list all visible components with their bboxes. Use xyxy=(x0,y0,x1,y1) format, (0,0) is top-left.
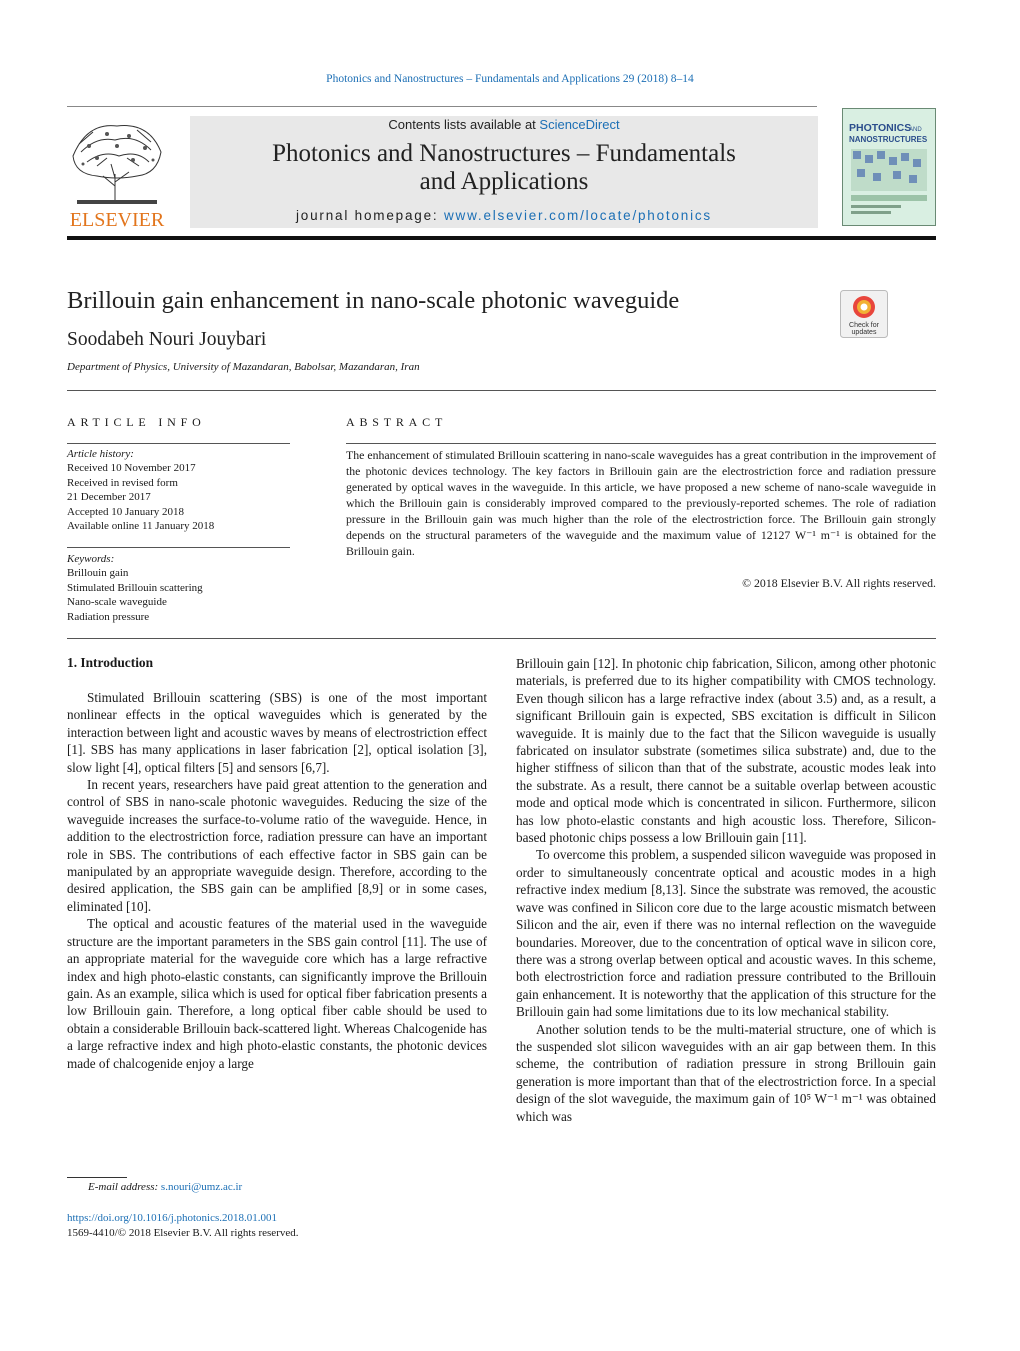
author-name: Soodabeh Nouri Jouybari xyxy=(67,329,267,350)
article-info-divider xyxy=(67,443,290,444)
footnote-divider xyxy=(67,1177,127,1178)
paragraph: Stimulated Brillouin scattering (SBS) is one of the most important nonlinear effects in the optical waveguides which is generated by the interaction between light and acoustic waves by means of electrostriction effect [1]. SBS has many applications in laser fabrication [2], optical isolation [3], slow light [4], optical filters [5] and sensors [6,7]. xyxy=(67,690,487,775)
cover-title-and: AND xyxy=(909,127,922,133)
article-title: Brillouin gain enhancement in nano-scale photonic waveguide xyxy=(67,287,680,314)
abstract-divider xyxy=(346,443,936,444)
title-divider xyxy=(67,390,936,391)
paragraph: To overcome this problem, a suspended silicon waveguide was proposed in order to simultaneously concentrate optical and acoustic modes in a high refractive index medium [8,13]. Since the substrate was removed, the acoustic wave was confined in Silicon core due to the large acoustic mismatch between Silicon and the air, even if there was no internal reflection on the waveguide boundaries. Moreover, due to the concentration of optical wave in silicon core, there was a strong overlap between optical and acoustic waves. In this scheme, both electrostriction force and radiation pressure contributed to the Brillouin gain enhancement. It is noteworthy that the application of this structure for the Brillouin gain had some limitations due to its low mechanical stability. xyxy=(516,847,936,1020)
history-item: Received 10 November 2017 xyxy=(67,462,196,475)
crossmark-text-1: Check for xyxy=(849,322,879,329)
keywords xyxy=(67,552,203,624)
affiliation: Department of Physics, University of Mazandaran, Babolsar, Mazandaran, Iran xyxy=(67,361,420,373)
paragraph: In recent years, researchers have paid great attention to the generation and control of SBS in nano-scale photonic waveguides. Reducing the size of the waveguide increases the surface-to-volume ratio of the waveguide. Hence, in addition to the electrostriction force, radiation pressure can have an important role in SBS. The contributions of each effective factor in SBS gain can be manipulated by an appropriate waveguide design. Therefore, according to the desired application, the SBS gain can be amplified [8,9] or in some cases, eliminated [10]. xyxy=(67,777,487,914)
cover-title-2: NANOSTRUCTURES xyxy=(849,135,928,144)
body-column-left xyxy=(67,689,487,1072)
doi-link[interactable]: https://doi.org/10.1016/j.photonics.2018.01.001 xyxy=(67,1212,278,1224)
history-item: Received in revised form xyxy=(67,476,178,489)
article-history xyxy=(67,447,214,533)
journal-title-line-2: and Applications xyxy=(419,168,589,195)
journal-cover-thumbnail[interactable] xyxy=(842,108,936,226)
paragraph: Another solution tends to be the multi-material structure, one of which is the suspended slot silicon waveguides with an air gap between them. In this scheme, the contribution of radiation pressure in strong Brillouin gain generation is more important than that of the electrostriction force. In a special design of the slot waveguide, the maximum gain of 10⁵ W⁻¹ m⁻¹ was obtained which was xyxy=(516,1021,936,1124)
crossmark-badge[interactable] xyxy=(840,290,888,338)
crossmark-text-2: updates xyxy=(851,329,877,336)
keyword-item: Brillouin gain xyxy=(67,567,129,580)
article-info-heading: ARTICLE INFO xyxy=(67,415,206,429)
journal-title-line-1: Photonics and Nanostructures – Fundamentals xyxy=(272,140,736,167)
abstract-text: The enhancement of stimulated Brillouin scattering in nano-scale waveguides has a great contribution in the improvement of the photonic devices technology. The key factors in Brillouin gain are the electrostriction force and radiation pressure generated by optical waves in the waveguide. In this article, we have proposed a new scheme of nano-scale waveguide in which the Brillouin gain is considerably improved compared to the previously-reported schemes. The role of radiation pressure in the Brillouin gain was much higher than the role of the electrostriction force. The Brillouin gain strongly depends on the structural parameters of the waveguide and the maximum value of 12127 W⁻¹ m⁻¹ is obtained for the Brillouin gain. xyxy=(346,448,936,558)
abstract-copyright: © 2018 Elsevier B.V. All rights reserved. xyxy=(742,576,936,590)
keywords-divider xyxy=(67,547,290,548)
keywords-label: Keywords: xyxy=(67,553,115,565)
contents-prefix: Contents lists available at xyxy=(388,117,540,132)
email-link[interactable]: s.nouri@umz.ac.ir xyxy=(160,1181,243,1193)
keyword-item: Radiation pressure xyxy=(67,610,150,623)
homepage-link[interactable]: www.elsevier.com/locate/photonics xyxy=(443,208,712,223)
abstract-heading: ABSTRACT xyxy=(346,415,448,429)
homepage-prefix: journal homepage: xyxy=(296,208,444,223)
header-thick-divider xyxy=(67,236,936,240)
top-divider xyxy=(67,106,817,107)
history-label: Article history: xyxy=(67,448,134,460)
contents-line xyxy=(190,117,818,132)
elsevier-wordmark: ELSEVIER xyxy=(69,209,165,228)
cover-title-1: PHOTONICS xyxy=(849,122,912,134)
email-label: E-mail address: xyxy=(88,1181,161,1193)
paragraph: The optical and acoustic features of the material used in the waveguide structure are the important parameters in the SBS gain control [11]. The use of an appropriate material for the waveguide core which has a large refractive index and high photo-elastic constants, can significantly improve the Brillouin gain. As an example, silica which is used for optical fiber fabrication presents a low Brillouin gain. Therefore, a long optical fiber cable should be used to obtain a considerable Brillouin back-scattered light. Whereas Chalcogenide has a large refractive index and high photo-elastic constants, the photonic devices made of chalcogenide enjoy a large xyxy=(67,916,487,1071)
elsevier-logo[interactable] xyxy=(67,116,167,228)
history-item: Available online 11 January 2018 xyxy=(67,520,215,533)
keyword-item: Stimulated Brillouin scattering xyxy=(67,581,203,594)
history-item: 21 December 2017 xyxy=(67,491,151,504)
body-divider xyxy=(67,638,936,639)
sciencedirect-link[interactable]: ScienceDirect xyxy=(539,117,620,132)
paragraph: Brillouin gain [12]. In photonic chip fabrication, Silicon, among other photonic materials, is preferred due to its higher compatibility with CMOS technology. Even though silicon has a large refractive index (about 3.5) and, as a result, a significant Brillouin gain is expected, SBS excitation is difficult in Silicon waveguide. It is mainly due to the fact that the Silicon waveguide is usually fabricated on insulator substrate (sometimes silica substrate) and, due to the higher stiffness of silicon than that of the substrate, acoustic modes leak into the substrate. As a result, there cannot be a suitable overlap between acoustic mode and optical mode which is concentrated in silicon. Furthermore, silicon has low photo-elastic constants and high acoustic loss. Therefore, Silicon-based photonic chips possess a low Brillouin gain [11]. xyxy=(516,656,936,846)
journal-title xyxy=(190,140,818,196)
section-heading-introduction: 1. Introduction xyxy=(67,655,154,670)
history-item: Accepted 10 January 2018 xyxy=(67,505,184,518)
author-email-footnote xyxy=(88,1181,242,1193)
body-column-right xyxy=(516,655,936,1125)
keyword-item: Nano-scale waveguide xyxy=(67,596,167,609)
doi-block xyxy=(67,1211,299,1241)
journal-reference[interactable]: Photonics and Nanostructures – Fundamentals and Applications 29 (2018) 8–14 xyxy=(326,73,694,85)
homepage-line xyxy=(190,208,818,223)
issn-line: 1569-4410/© 2018 Elsevier B.V. All rights reserved. xyxy=(67,1227,299,1239)
